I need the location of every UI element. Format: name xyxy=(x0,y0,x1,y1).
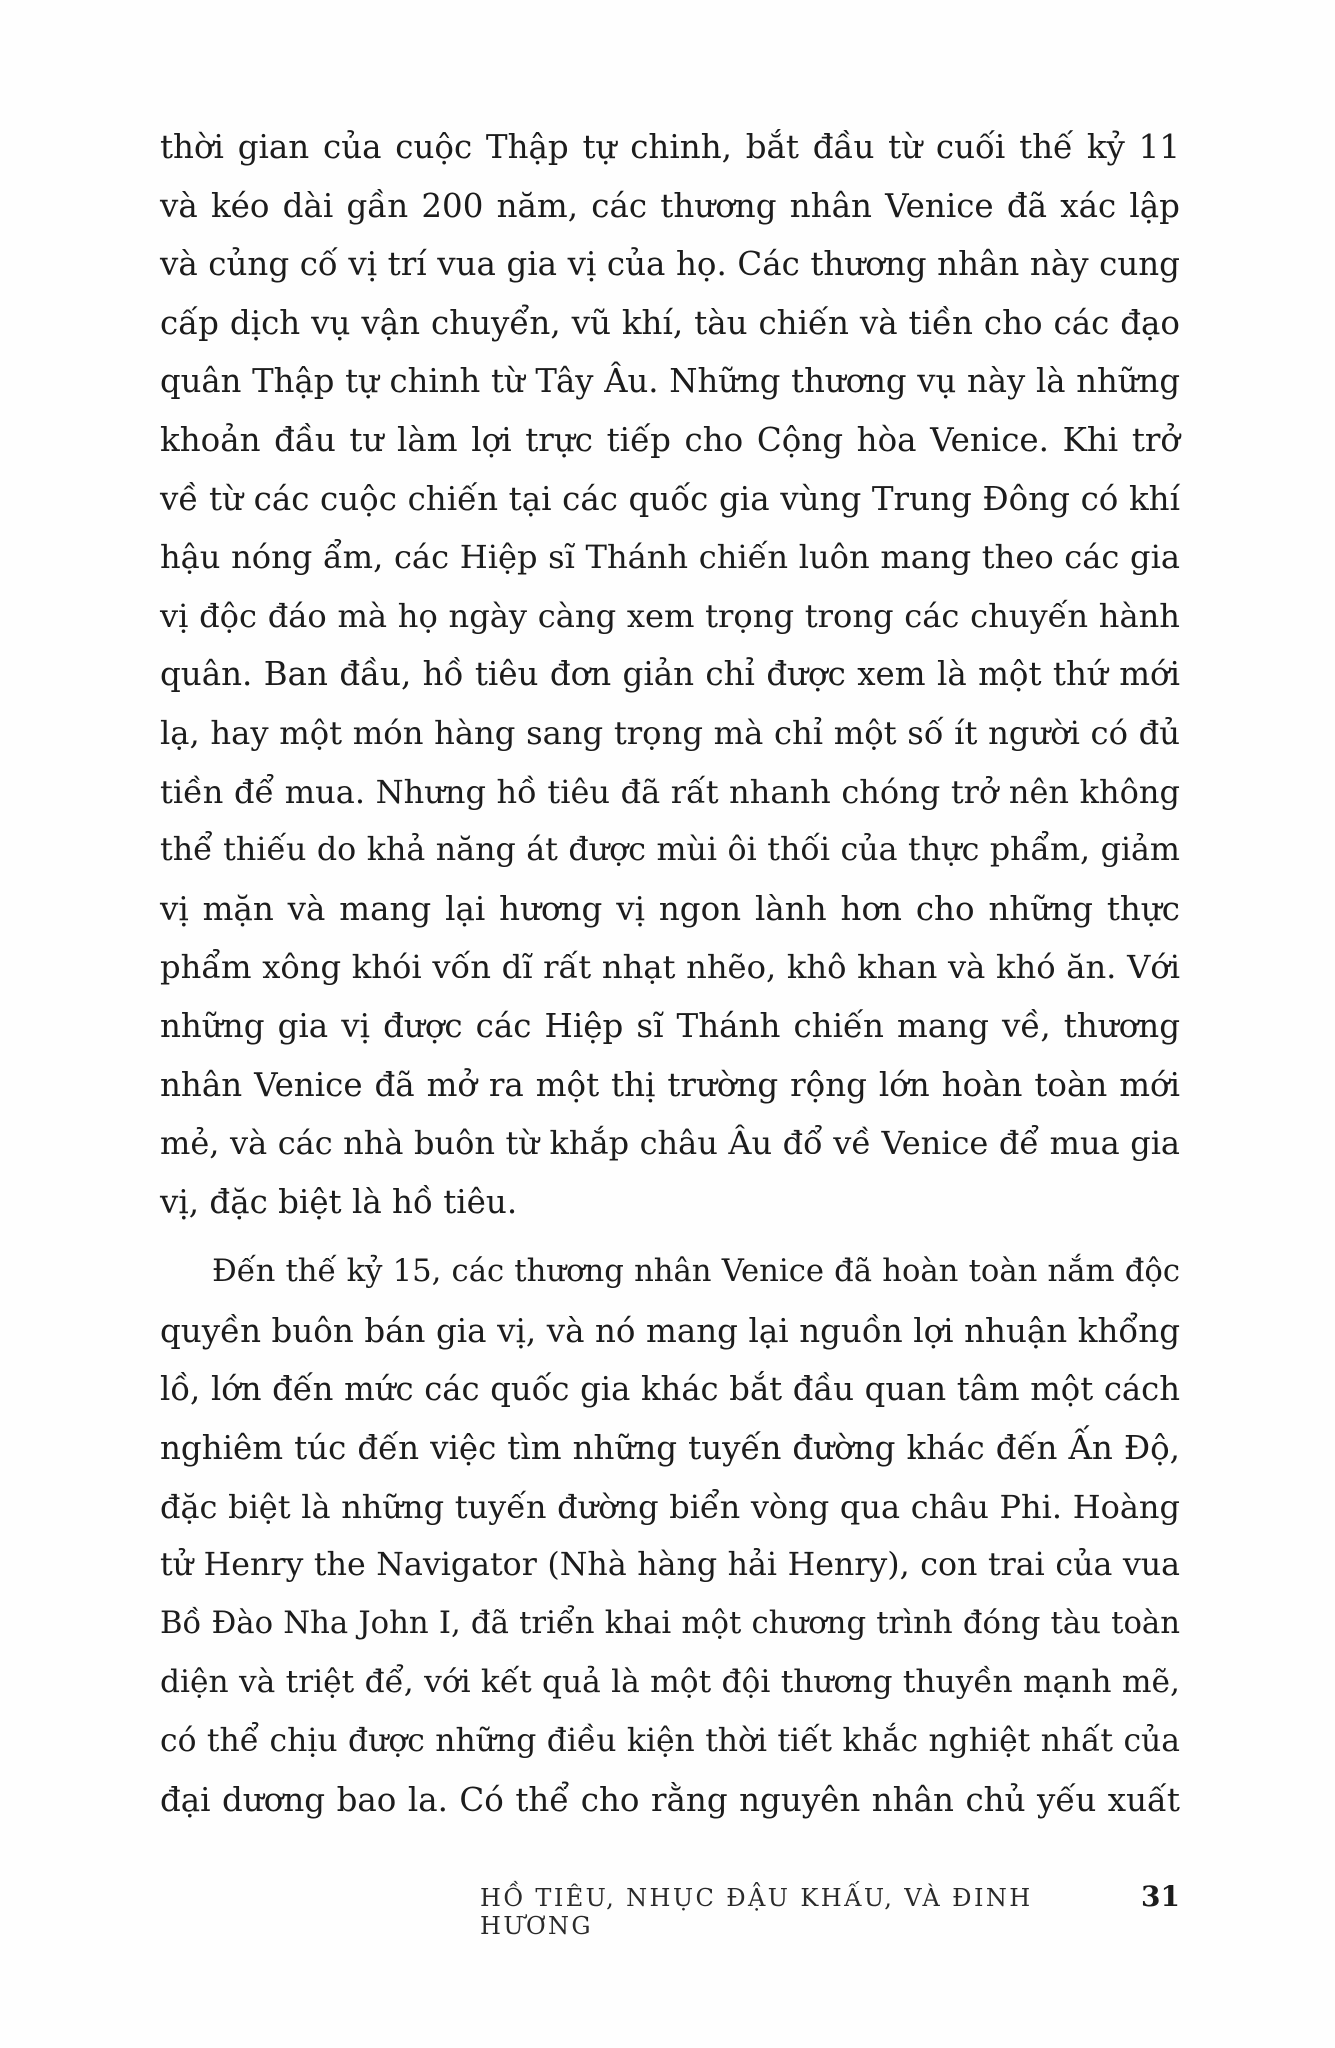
page-footer xyxy=(480,1880,1180,1940)
text-line: phẩm xông khói vốn dĩ rất nhạt nhẽo, khô khan và khó ăn. Với xyxy=(160,948,1180,987)
text-line: đặc biệt là những tuyến đường biển vòng qua châu Phi. Hoàng xyxy=(160,1487,1180,1526)
paragraph-2 xyxy=(160,1243,1180,1829)
text-line: vị độc đáo mà họ ngày càng xem trọng trong các chuyến hành xyxy=(160,596,1180,635)
text-line: về từ các cuộc chiến tại các quốc gia vùng Trung Đông có khí xyxy=(160,479,1180,518)
text-line: vị, đặc biệt là hồ tiêu. xyxy=(160,1182,518,1221)
text-line: lạ, hay một món hàng sang trọng mà chỉ một số ít người có đủ xyxy=(160,713,1180,752)
text-line: quân Thập tự chinh từ Tây Âu. Những thương vụ này là những xyxy=(160,362,1180,401)
text-line: và củng cố vị trí vua gia vị của họ. Các thương nhân này cung xyxy=(160,245,1180,284)
text-line: vị mặn và mang lại hương vị ngon lành hơn cho những thực xyxy=(160,889,1180,928)
page-number: 31 xyxy=(1141,1880,1180,1913)
text-line: thời gian của cuộc Thập tự chinh, bắt đầu từ cuối thế kỷ 11 xyxy=(160,128,1180,166)
text-line: hậu nóng ẩm, các Hiệp sĩ Thánh chiến luôn mang theo các gia xyxy=(160,538,1180,577)
text-line: mẻ, và các nhà buôn từ khắp châu Âu đổ về Venice để mua gia xyxy=(160,1124,1180,1163)
paragraph-1 xyxy=(160,118,1180,1231)
text-line: đại dương bao la. Có thể cho rằng nguyên nhân chủ yếu xuất xyxy=(160,1780,1180,1819)
text-line: nghiêm túc đến việc tìm những tuyến đường khác đến Ấn Độ, xyxy=(160,1429,1180,1468)
text-line: thể thiếu do khả năng át được mùi ôi thối của thực phẩm, giảm xyxy=(160,832,1180,869)
text-line: Bồ Đào Nha John I, đã triển khai một chương trình đóng tàu toàn xyxy=(160,1605,1180,1641)
text-line: có thể chịu được những điều kiện thời tiết khắc nghiệt nhất của xyxy=(160,1723,1180,1760)
text-line: tiền để mua. Nhưng hồ tiêu đã rất nhanh chóng trở nên không xyxy=(160,772,1180,811)
text-line: nhân Venice đã mở ra một thị trường rộng lớn hoàn toàn mới xyxy=(160,1065,1180,1104)
running-head: HỒ TIÊU, NHỤC ĐẬU KHẤU, VÀ ĐINH HƯƠNG xyxy=(480,1884,1033,1940)
text-line: diện và triệt để, với kết quả là một đội thương thuyền mạnh mẽ, xyxy=(160,1664,1180,1701)
text-line: quyền buôn bán gia vị, và nó mang lại nguồn lợi nhuận khổng xyxy=(160,1311,1180,1350)
text-line: và kéo dài gần 200 năm, các thương nhân Venice đã xác lập xyxy=(160,186,1180,225)
text-line: Đến thế kỷ 15, các thương nhân Venice đã hoàn toàn nắm độc xyxy=(212,1254,1180,1290)
body-text xyxy=(160,118,1180,1829)
text-line: lồ, lớn đến mức các quốc gia khác bắt đầu quan tâm một cách xyxy=(160,1370,1180,1409)
text-line: những gia vị được các Hiệp sĩ Thánh chiến mang về, thương xyxy=(160,1006,1180,1045)
text-line: quân. Ban đầu, hồ tiêu đơn giản chỉ được xem là một thứ mới xyxy=(160,655,1180,694)
text-line: tử Henry the Navigator (Nhà hàng hải Henry), con trai của vua xyxy=(160,1547,1180,1584)
text-line: cấp dịch vụ vận chuyển, vũ khí, tàu chiến và tiền cho các đạo xyxy=(160,303,1180,342)
text-line: khoản đầu tư làm lợi trực tiếp cho Cộng hòa Venice. Khi trở xyxy=(160,420,1180,459)
